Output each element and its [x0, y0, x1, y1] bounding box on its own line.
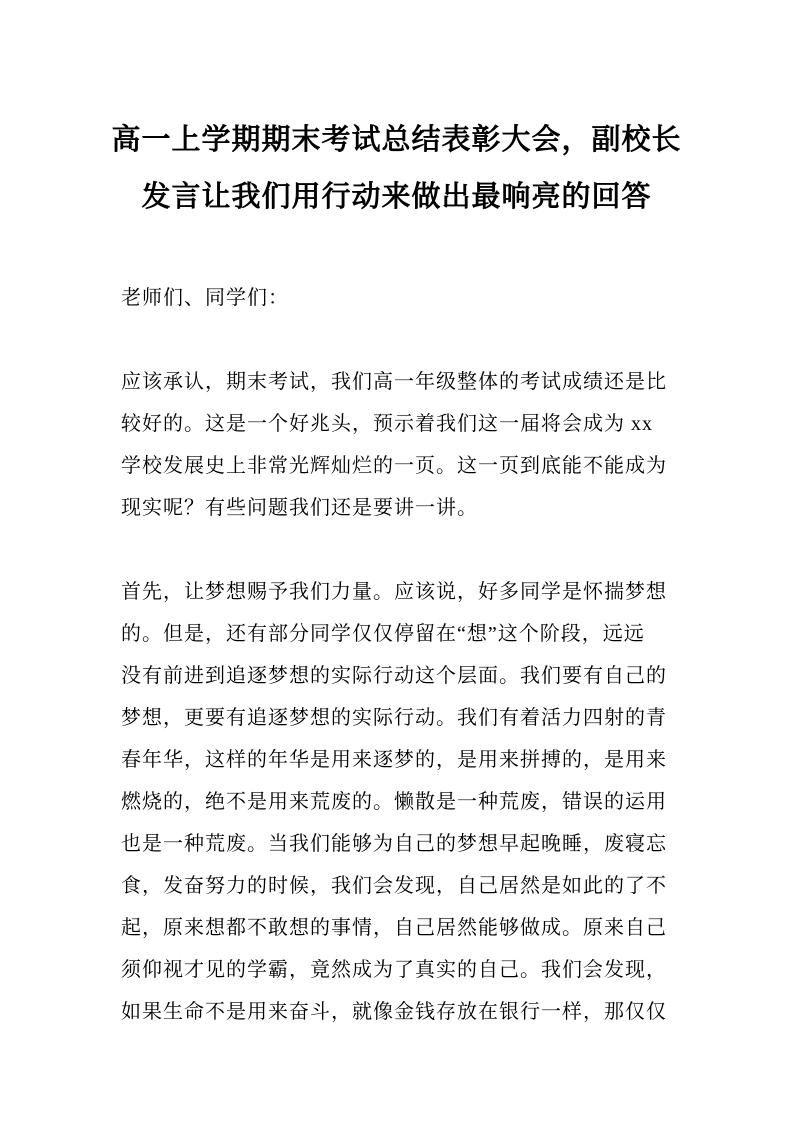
text-line: 食，发奋努力的时候，我们会发现，自己居然是如此的了不	[121, 875, 667, 897]
text-line: 的。但是，还有部分同学仅仅停留在“想”这个阶段，远远	[121, 623, 645, 645]
text-line: 春年华，这样的年华是用来逐梦的，是用来拼搏的，是用来	[121, 749, 667, 771]
text-line: 燃烧的，绝不是用来荒废的。懒散是一种荒废，错误的运用	[121, 791, 667, 813]
text-line: 较好的。这是一个好兆头，预示着我们这一届将会成为 xx	[121, 413, 653, 435]
document-title-line-1: 高一上学期期末考试总结表彰大会，副校长	[111, 124, 682, 156]
text-line: 学校发展史上非常光辉灿烂的一页。这一页到底能不能成为	[121, 455, 667, 477]
text-line: 没有前进到追逐梦想的实际行动这个层面。我们要有自己的	[121, 665, 667, 687]
text-line: 起，原来想都不敢想的事情，自己居然能够做成。原来自己	[121, 917, 667, 939]
paragraph-first-point	[121, 571, 681, 1033]
text-line: 如果生命不是用来奋斗，就像金钱存放在银行一样，那仅仅	[121, 1001, 667, 1023]
text-line: 也是一种荒废。当我们能够为自己的梦想早起晚睡，废寝忘	[121, 833, 667, 855]
document-title-line-2: 发言让我们用行动来做出最响亮的回答	[141, 181, 652, 213]
paragraph-salutation	[121, 277, 681, 319]
text-line: 首先，让梦想赐予我们力量。应该说，好多同学是怀揣梦想	[121, 581, 667, 603]
text-line: 现实呢？有些问题我们还是要讲一讲。	[121, 497, 478, 519]
paragraph-intro	[121, 361, 681, 529]
document-body	[121, 277, 681, 1033]
text-line: 应该承认，期末考试，我们高一年级整体的考试成绩还是比	[121, 371, 667, 393]
text-line: 须仰视才见的学霸，竟然成为了真实的自己。我们会发现，	[121, 959, 667, 981]
text-line: 梦想，更要有追逐梦想的实际行动。我们有着活力四射的青	[121, 707, 667, 729]
text-line: 老师们、同学们：	[121, 287, 289, 309]
document-title	[0, 112, 793, 226]
